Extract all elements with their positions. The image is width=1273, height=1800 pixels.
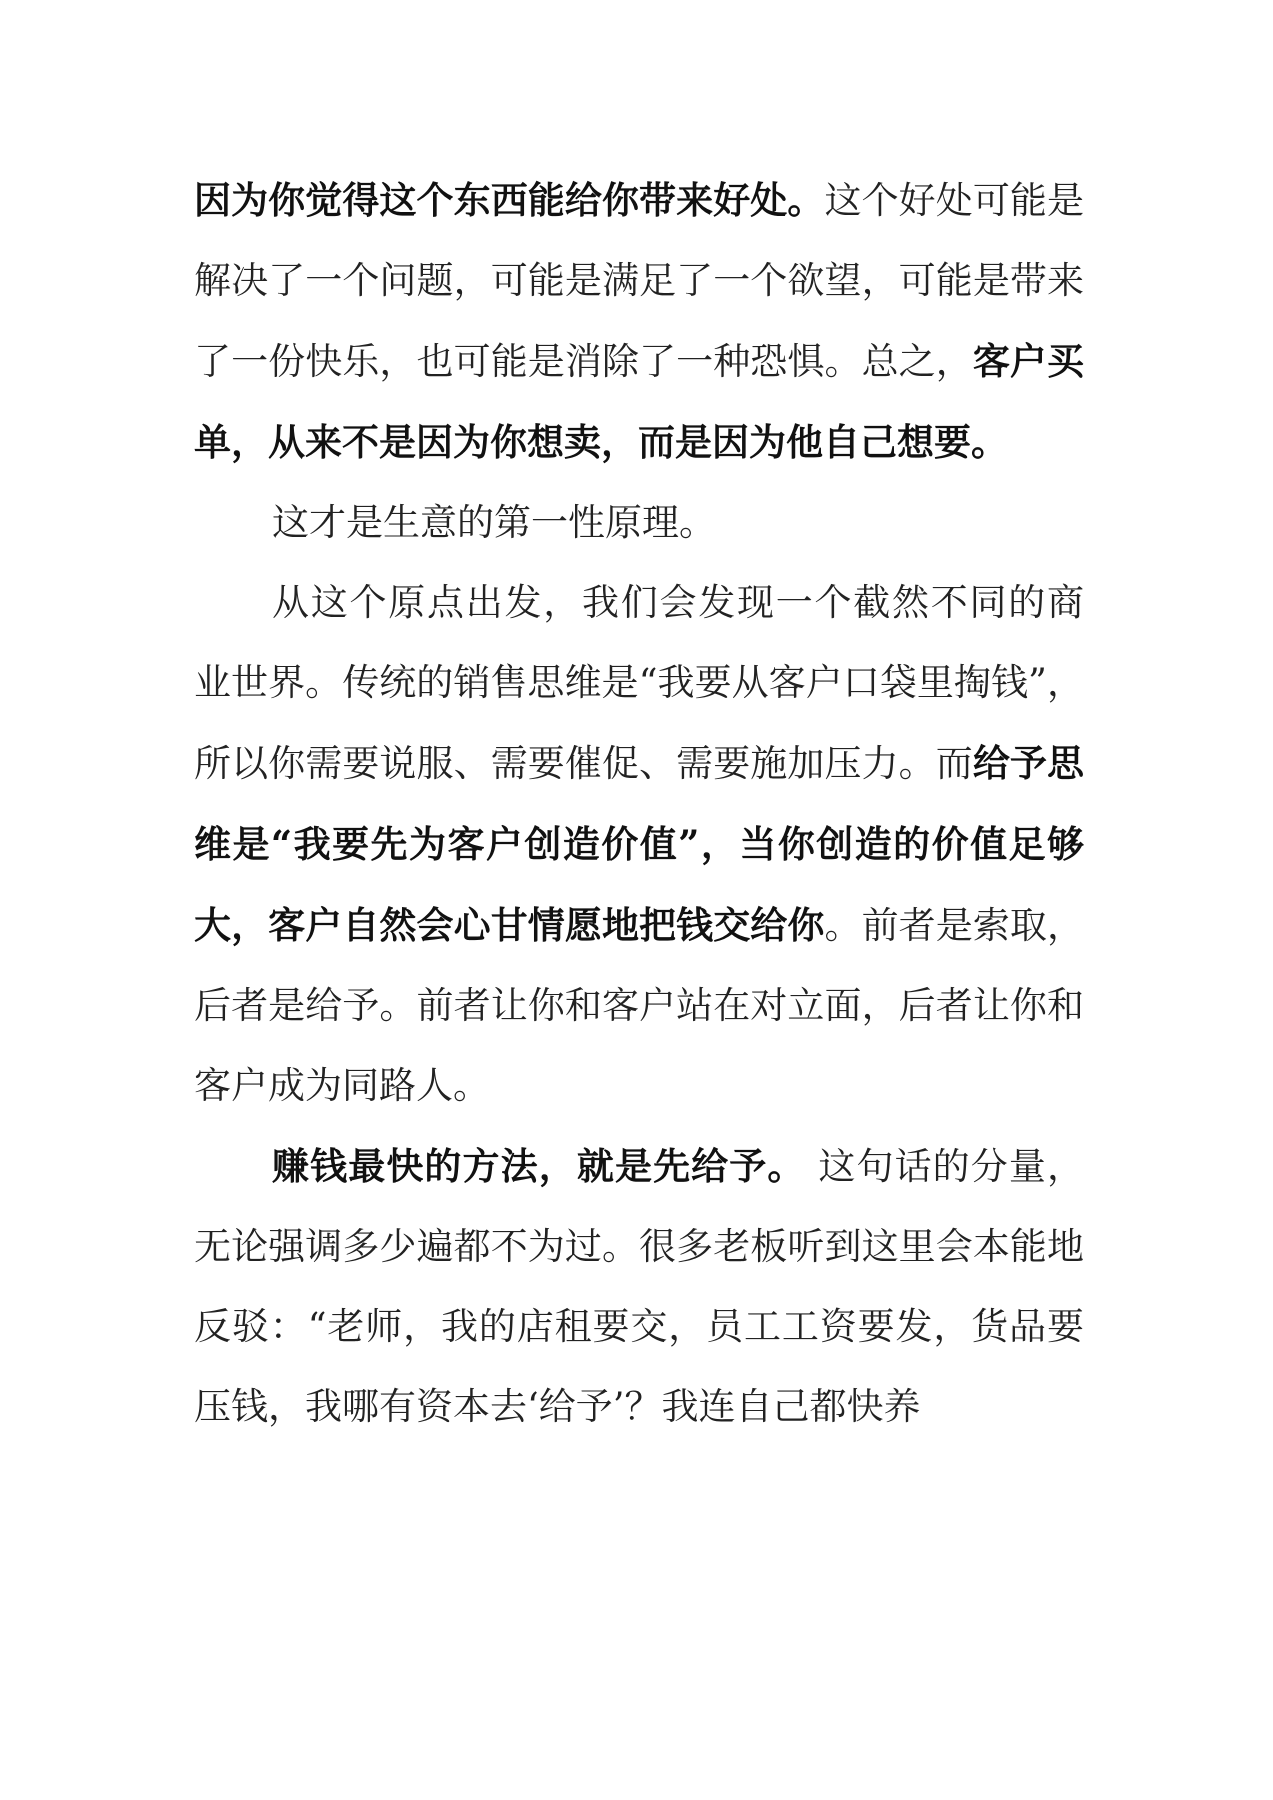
paragraph-4 — [194, 1126, 1084, 1447]
text-run: 这句话的分量，无论强调多少遍都不为过。很多老板听到这里会本能地反驳：“老师，我的店租要交，员工工资要发，货品要压钱，我哪有资本去‘给予’？我连自己都快养 — [194, 1145, 1085, 1428]
text-run: 因为你觉得这个东西能给你带来好处。 — [194, 178, 825, 222]
paragraph-3 — [194, 563, 1084, 1126]
paragraph-2 — [194, 483, 1084, 563]
text-run: 给予思维是“我要先为客户创造价值”，当你创造的价值足够大，客户自然会心甘情愿地把钱交给你 — [194, 741, 1085, 947]
text-run: 这才是生意的第一性原理。 — [272, 501, 716, 544]
text-run: 赚钱最快的方法，就是先给予。 — [272, 1144, 806, 1188]
paragraph-1 — [194, 160, 1084, 483]
text-run: 客户买单，从来不是因为你想卖，而是因为他自己想要。 — [194, 339, 1085, 464]
body-text — [194, 160, 1084, 1447]
text-run: 这个好处可能是解决了一个问题，可能是满足了一个欲望，可能是带来了一份快乐，也可能是消除了一种恐惧。总之， — [194, 179, 1085, 383]
text-run: 。前者是索取，后者是给予。前者让你和客户站在对立面，后者让你和客户成为同路人。 — [194, 904, 1085, 1107]
text-run: 从这个原点出发，我们会发现一个截然不同的商业世界。传统的销售思维是“我要从客户口袋里掏钱”，所以你需要说服、需要催促、需要施加压力。而 — [194, 581, 1084, 785]
